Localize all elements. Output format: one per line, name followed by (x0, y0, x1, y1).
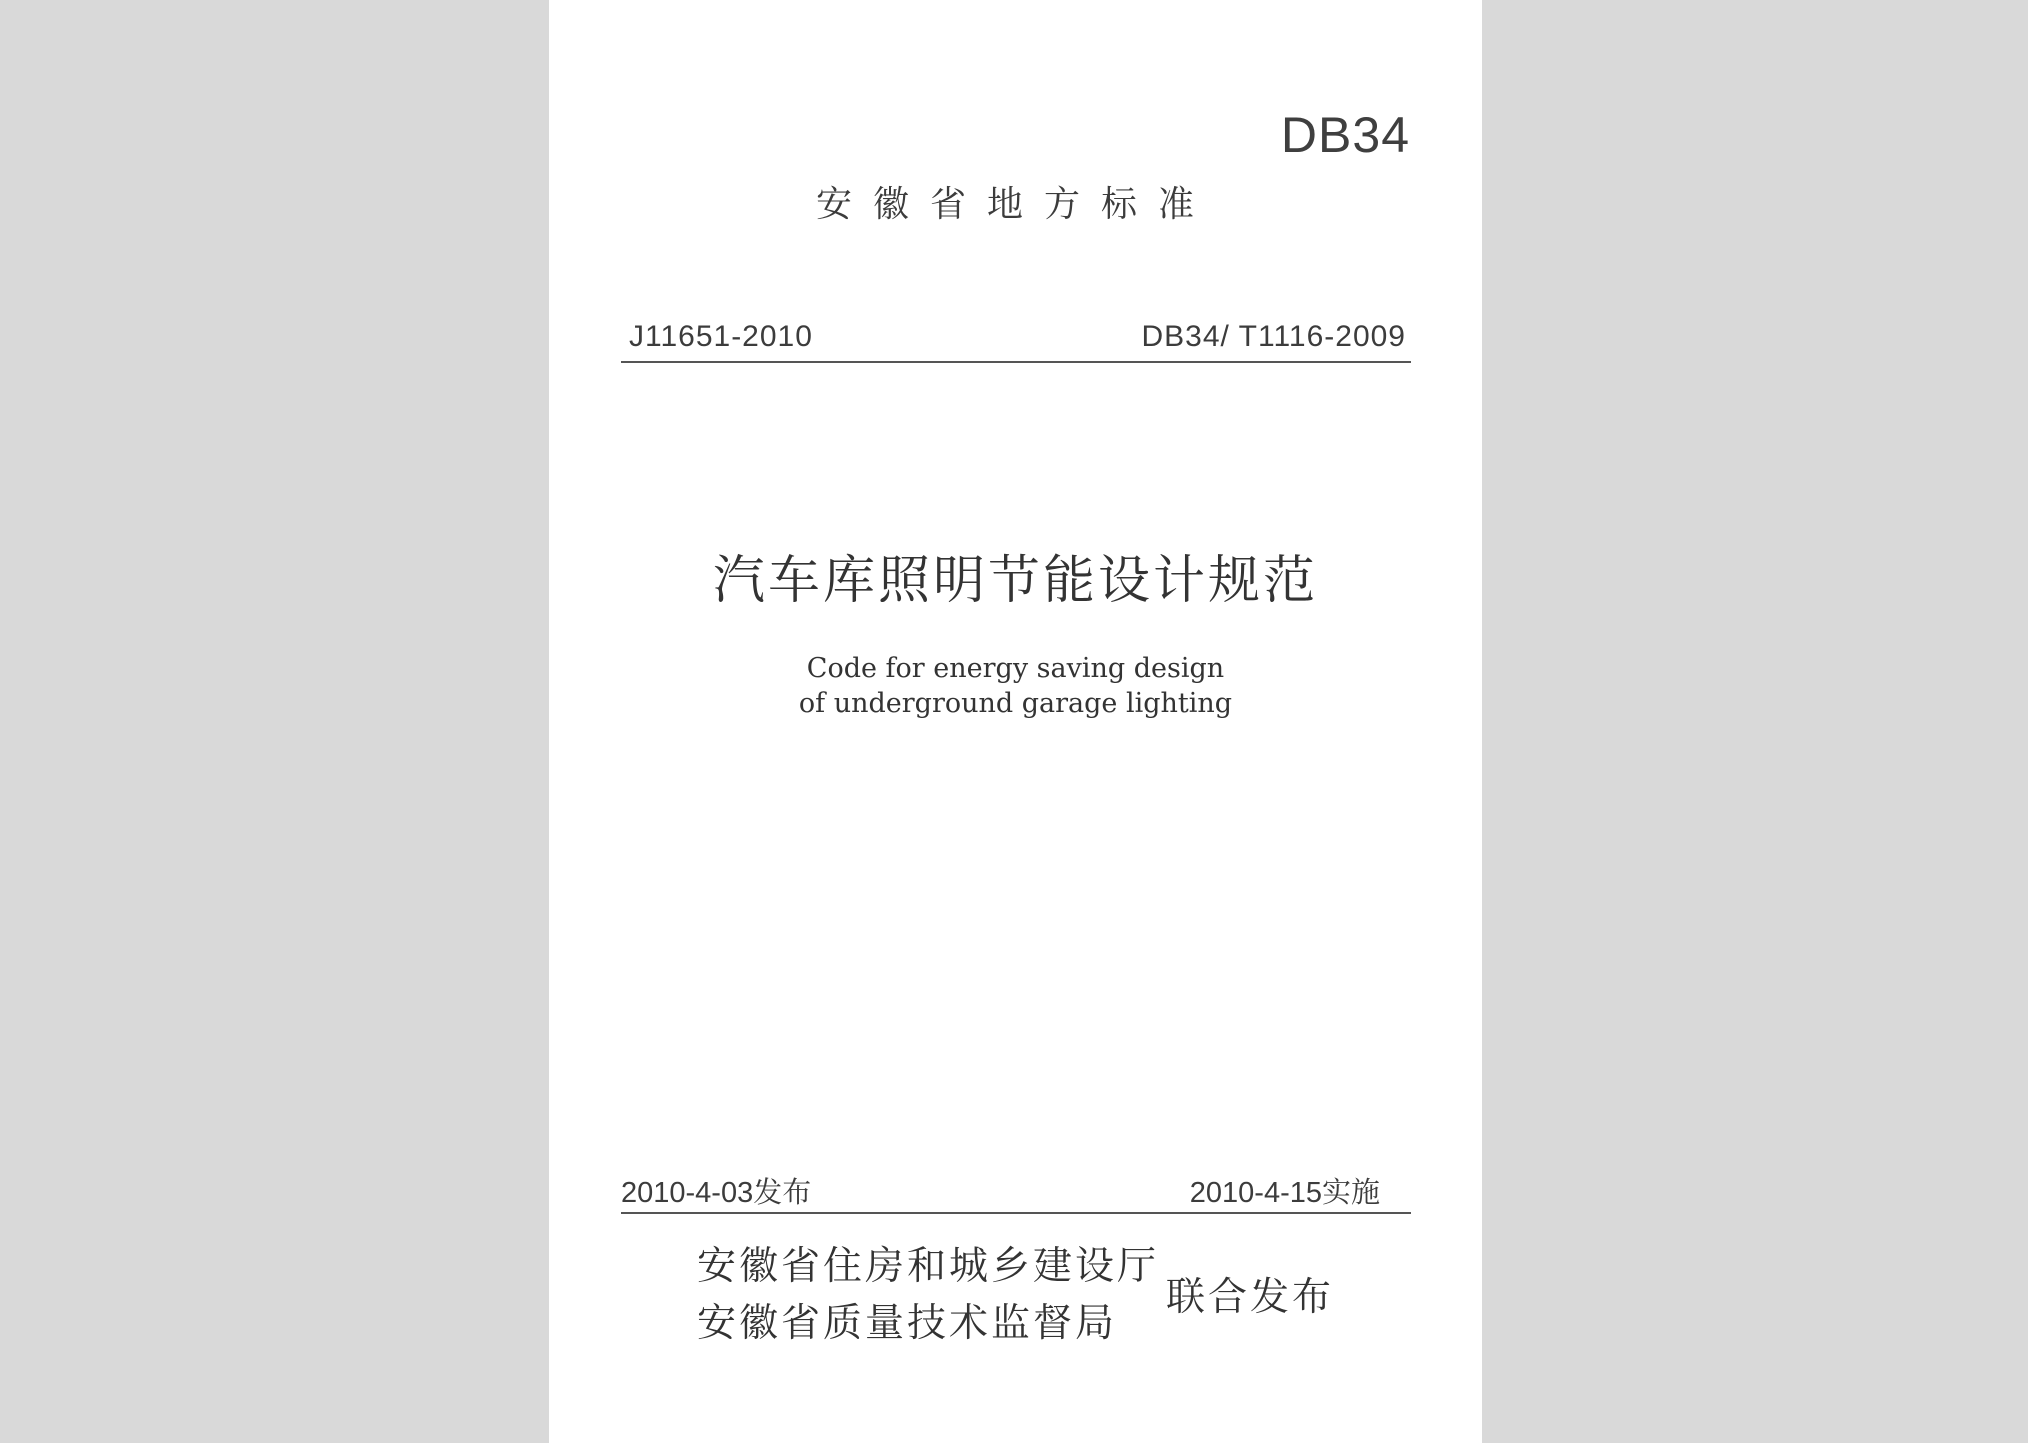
english-title-line-2: of underground garage lighting (798, 688, 1233, 719)
joint-release-label: 联合发布 (1166, 1275, 1335, 1320)
document-title-chinese: 汽车库照明节能设计规范 (712, 551, 1318, 611)
standard-number: DB34/ T1116-2009 (1141, 320, 1406, 353)
top-divider (621, 361, 1411, 363)
record-number: J11651-2010 (629, 320, 813, 353)
document-page (549, 0, 1482, 1443)
document-title-english (549, 651, 1482, 721)
english-title-line-1: Code for energy saving design (806, 653, 1225, 684)
bottom-divider (621, 1212, 1411, 1214)
issuing-authorities (697, 1238, 1159, 1352)
implementation-date: 2010-4-15实施 (1189, 1177, 1380, 1209)
issuer-line-1: 安徽省住房和城乡建设厅 (697, 1244, 1160, 1289)
issue-date: 2010-4-03发布 (621, 1177, 812, 1209)
issuer-line-2: 安徽省质量技术监督局 (697, 1301, 1118, 1346)
standard-type: 安徽省地方标准 (815, 184, 1215, 225)
standard-code: DB34 (1280, 107, 1410, 163)
